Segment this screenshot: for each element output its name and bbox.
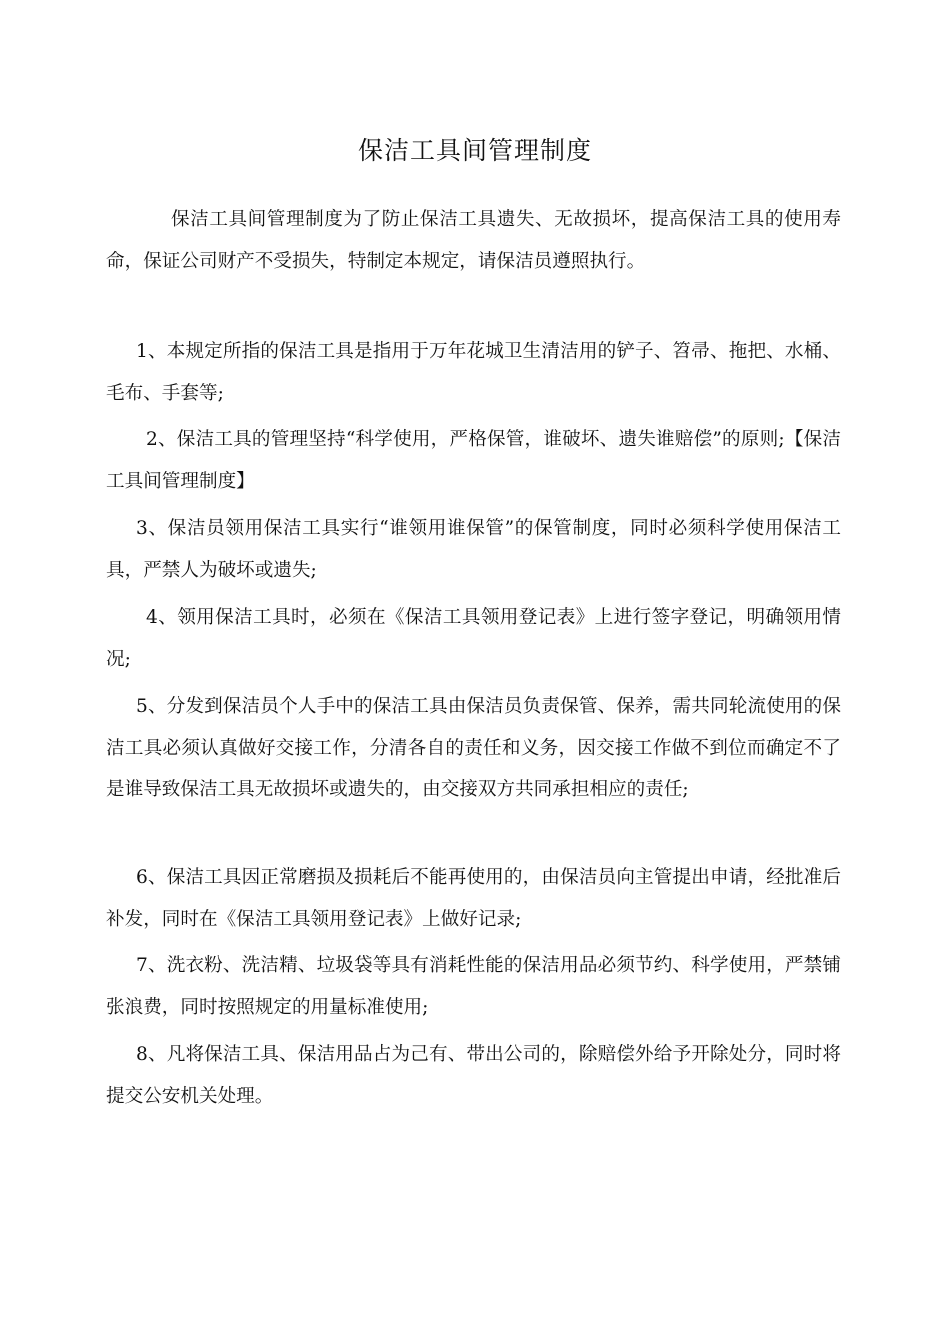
rule-item-3: 3、保洁员领用保洁工具实行“谁领用谁保管”的保管制度，同时必须科学使用保洁工具，严禁人为破坏或遗失;	[106, 518, 841, 581]
document-title: 保洁工具间管理制度	[357, 136, 592, 165]
rule-item-1: 1、本规定所指的保洁工具是指用于万年花城卫生清洁用的铲子、笤帚、拖把、水桶、毛布、手套等;	[106, 341, 841, 404]
rule-item-8: 8、凡将保洁工具、保洁用品占为己有、带出公司的，除赔偿外给予开除处分，同时将提交公安机关处理。	[106, 1044, 841, 1107]
rule-item-7: 7、洗衣粉、洗洁精、垃圾袋等具有消耗性能的保洁用品必须节约、科学使用，严禁铺张浪费，同时按照规定的用量标准使用;	[106, 955, 841, 1018]
rule-item-5: 5、分发到保洁员个人手中的保洁工具由保洁员负责保管、保养，需共同轮流使用的保洁工具必须认真做好交接工作，分清各自的责任和义务，因交接工作做不到位而确定不了是谁导致保洁工具无故损坏或遗失的，由交接双方共同承担相应的责任;	[106, 696, 841, 800]
rule-item-6: 6、保洁工具因正常磨损及损耗后不能再使用的，由保洁员向主管提出申请，经批准后补发，同时在《保洁工具领用登记表》上做好记录;	[106, 867, 841, 930]
rule-item-2: 2、保洁工具的管理坚持“科学使用，严格保管，谁破坏、遗失谁赔偿”的原则;【保洁工具间管理制度】	[106, 429, 841, 492]
rule-item-4: 4、领用保洁工具时，必须在《保洁工具领用登记表》上进行签字登记，明确领用情况;	[106, 607, 841, 670]
intro-paragraph: 保洁工具间管理制度为了防止保洁工具遗失、无故损坏，提高保洁工具的使用寿命，保证公司财产不受损失，特制定本规定，请保洁员遵照执行。	[106, 209, 841, 272]
